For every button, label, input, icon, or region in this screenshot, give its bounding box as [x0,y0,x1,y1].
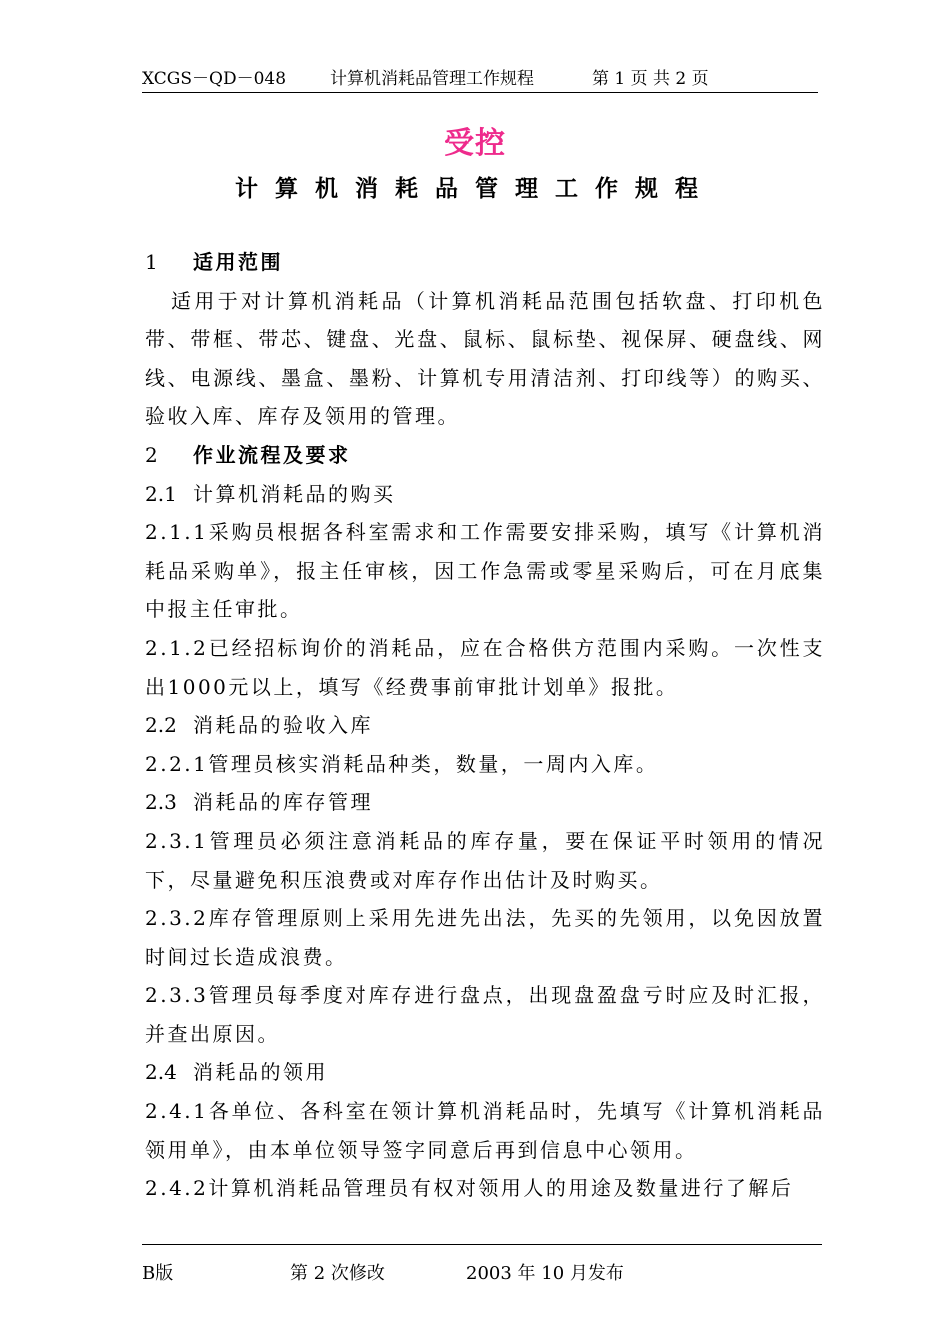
section-2-heading: 2 作业流程及要求 [145,442,351,467]
clause-2-3-1: 2.3.1管理员必须注意消耗品的库存量，要在保证平时领用的情况下，尽量避免积压浪费或对库存作出估计及时购买。 [145,828,825,892]
header-doc-code: XCGS－QD－048 [142,69,287,89]
section-2-3-heading: 2.3 消耗品的库存管理 [145,790,373,815]
clause-2-3-2: 2.3.2库存管理原则上采用先进先出法，先买的先领用，以免因放置时间过长造成浪费。 [145,906,825,969]
clause-2-4-2: 2.4.2计算机消耗品管理员有权对领用人的用途及数量进行了解后 [145,1176,794,1201]
page-footer [142,1244,822,1285]
section-1-heading: 1 适用范围 [145,250,283,274]
section-1-body: 适用于对计算机消耗品（计算机消耗品范围包括软盘、打印机色带、带框、带芯、键盘、光盘、鼠标、鼠标垫、视保屏、硬盘线、网线、电源线、墨盒、墨粉、计算机专用清洁剂、打印线等）的购买、验收入库、库存及领用的管理。 [145,288,825,429]
page-header [142,64,818,93]
clause-2-4-1: 2.4.1各单位、各科室在领计算机消耗品时，先填写《计算机消耗品领用单》，由本单位领导签字同意后再到信息中心领用。 [145,1099,825,1162]
clause-2-1-1: 2.1.1采购员根据各科室需求和工作需要安排采购，填写《计算机消耗品采购单》，报主任审核，因工作急需或零星采购后，可在月底集中报主任审批。 [145,520,825,622]
section-2-2-heading: 2.2 消耗品的验收入库 [145,713,373,738]
footer-version: B版 [142,1263,174,1284]
section-2-1-heading: 2.1 计算机消耗品的购买 [145,481,396,506]
document-title: 计算机消耗品管理工作规程 [235,175,715,202]
controlled-stamp: 受控 [444,126,506,161]
clause-2-1-2: 2.1.2已经招标询价的消耗品，应在合格供方范围内采购。一次性支出1000元以上，填写《经费事前审批计划单》报批。 [145,635,825,699]
header-doc-title: 计算机消耗品管理工作规程 [330,69,534,89]
header-page-info: 第 1 页 共 2 页 [592,69,709,89]
clause-2-2-1: 2.2.1管理员核实消耗品种类，数量，一周内入库。 [145,751,659,776]
clause-2-3-3: 2.3.3管理员每季度对库存进行盘点，出现盘盈盘亏时应及时汇报，并查出原因。 [145,983,825,1046]
section-2-4-heading: 2.4 消耗品的领用 [145,1060,328,1085]
footer-date: 2003 年 10 月发布 [466,1263,624,1284]
footer-revision: 第 2 次修改 [290,1263,385,1284]
document-body [145,243,825,1208]
